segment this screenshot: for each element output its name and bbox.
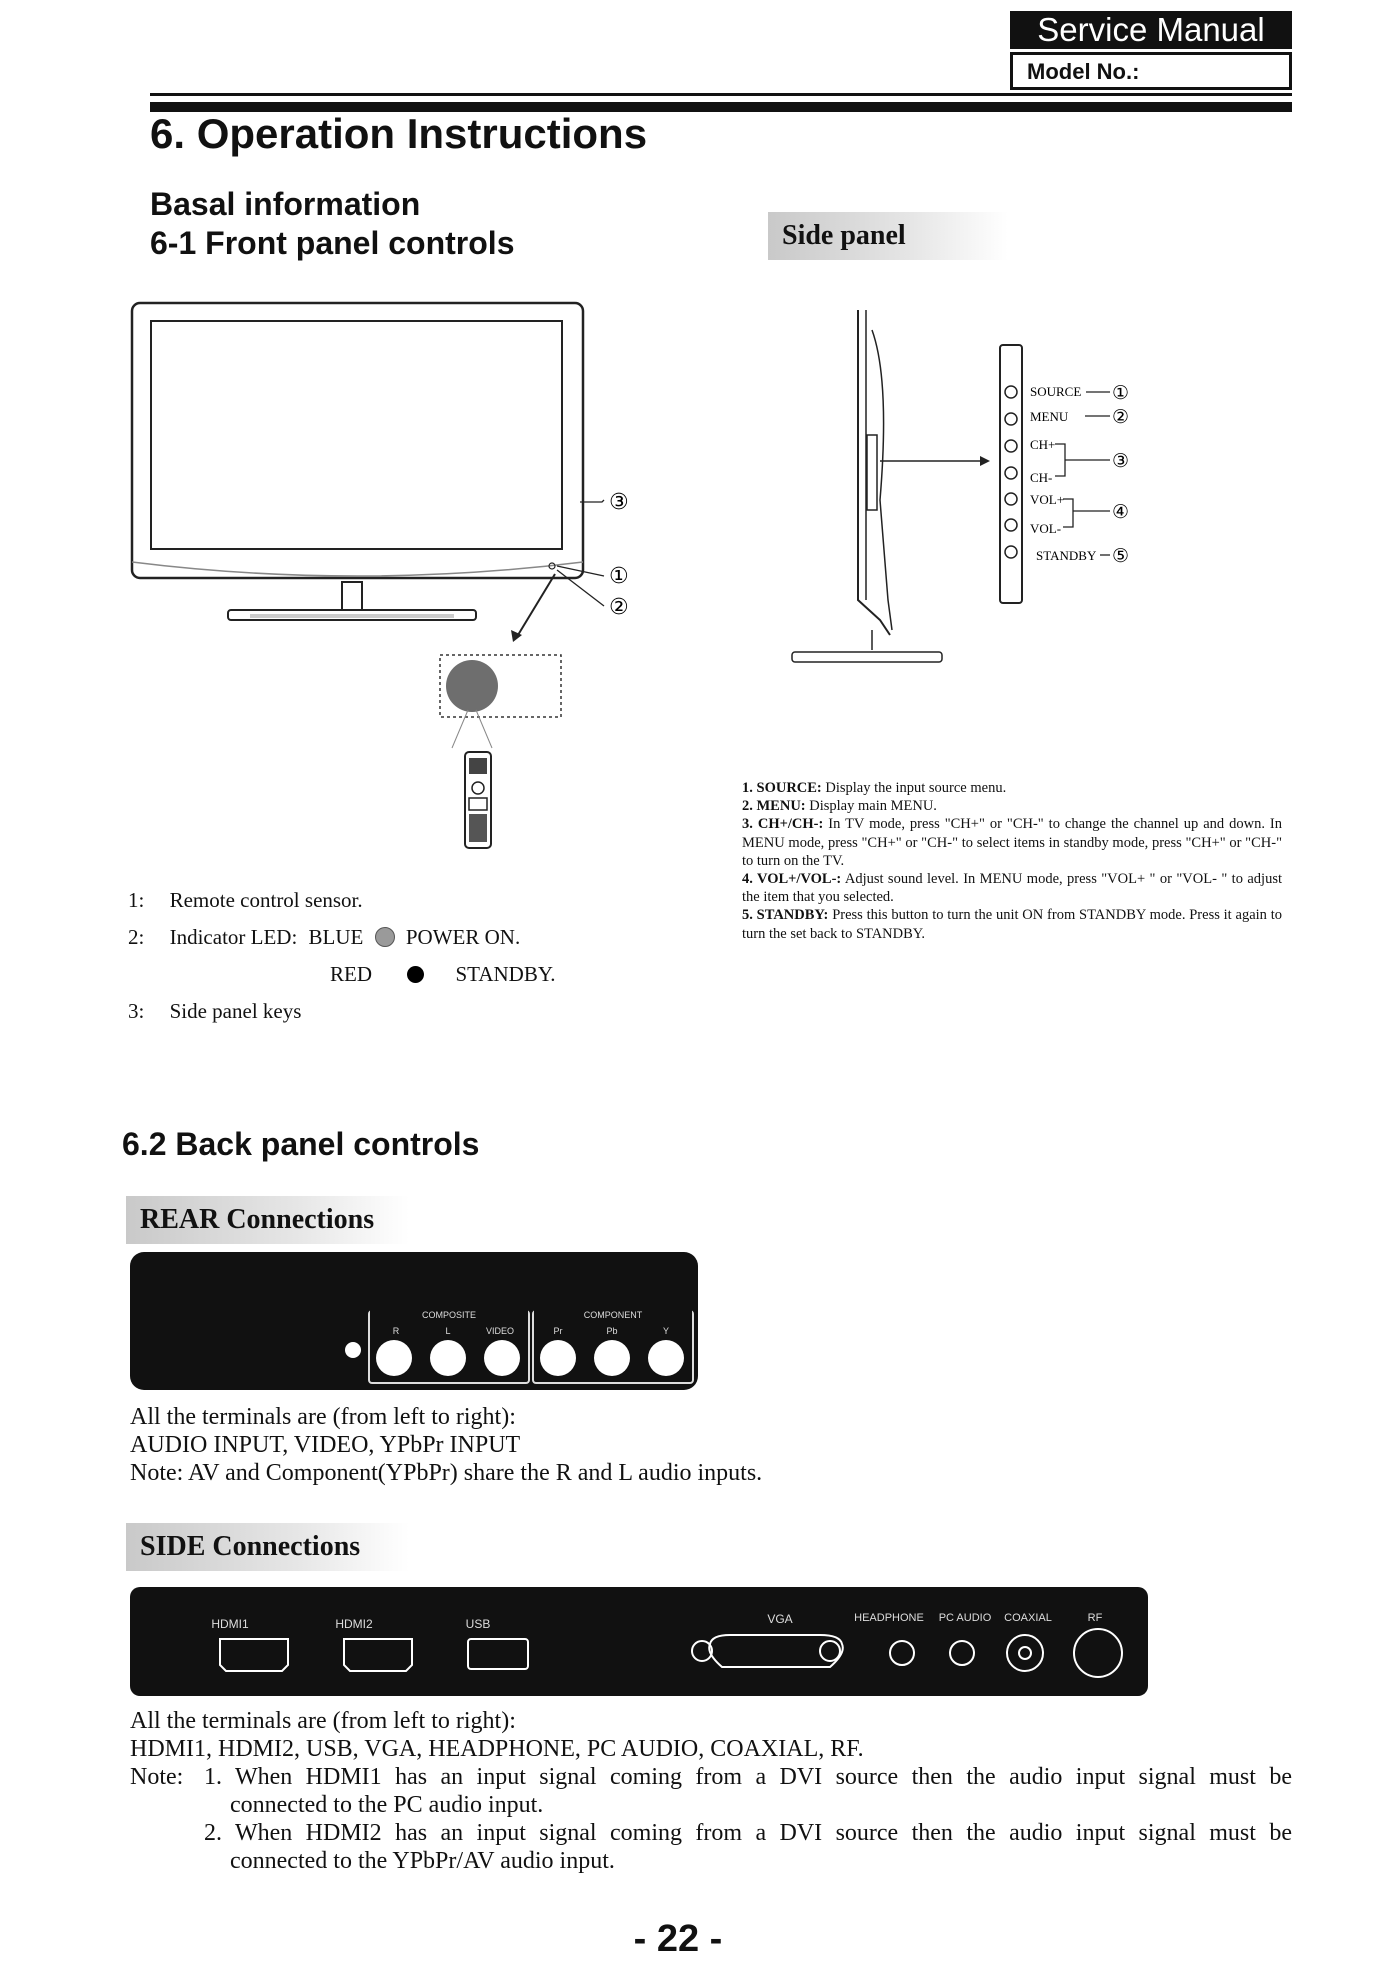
pc-audio-jack[interactable]: [950, 1641, 974, 1665]
port-label-r: R: [392, 1326, 400, 1336]
port-label-video: VIDEO: [485, 1326, 514, 1336]
note-label: Note:: [130, 1764, 184, 1790]
port-label-hdmi2: HDMI2: [335, 1617, 373, 1631]
side-callout-2: ②: [1112, 406, 1130, 428]
port-label-vga: VGA: [767, 1612, 793, 1626]
side-text-line: HDMI1, HDMI2, USB, VGA, HEADPHONE, PC AUDIO, COAXIAL, RF.: [130, 1736, 864, 1762]
rca-port-pr[interactable]: [540, 1340, 576, 1376]
note-text: Indicator LED:: [169, 925, 298, 949]
key-label-vol-plus: VOL+: [1030, 492, 1065, 507]
key-label-ch-plus: CH+: [1030, 437, 1056, 452]
led-red-indicator: [407, 966, 424, 983]
port-label-coaxial: COAXIAL: [1004, 1612, 1052, 1624]
note-number: 3:: [128, 999, 145, 1023]
rca-port-y[interactable]: [648, 1340, 684, 1376]
side-description: [130, 1707, 1292, 1875]
desc-channel: 3. CH+/CH-: In TV mode, press "CH+" or "CH-" to change the channel up and down. In MENU mode, press "CH+" or "CH-" to select items in standby mode, press "CH+" or "CH-" to turn on the TV.: [742, 816, 1282, 869]
rear-indicator-dot: [345, 1342, 361, 1358]
port-label-y: Y: [662, 1326, 669, 1336]
port-label-l: L: [445, 1326, 451, 1336]
key-label-standby: STANDBY: [1036, 548, 1097, 563]
led-blue-state: POWER ON.: [405, 925, 521, 949]
composite-label: COMPOSITE: [370, 1310, 528, 1320]
basal-info-title: Basal information: [150, 186, 421, 222]
rear-text-line: All the terminals are (from left to right):: [130, 1404, 516, 1430]
coaxial-port[interactable]: [1007, 1635, 1043, 1671]
note-number: 2:: [128, 925, 145, 949]
model-number-label: Model No.:: [1010, 52, 1292, 90]
desc-volume: 4. VOL+/VOL-: Adjust sound level. In MENU mode, press "VOL+ " or "VOL- " to adjust the item that you selected.: [742, 871, 1282, 906]
side-callout-1: ①: [1112, 382, 1130, 404]
header-rule-thin: [150, 93, 1292, 96]
side-ports-graphics: [130, 1587, 1148, 1696]
desc-source: 1. SOURCE: Display the input source menu.: [742, 780, 1007, 796]
usb-port[interactable]: [468, 1639, 528, 1669]
callout-3: ③: [609, 490, 629, 515]
desc-standby: 5. STANDBY: Press this button to turn the unit ON from STANDBY mode. Press it again to turn the set back to STANDBY.: [742, 907, 1282, 942]
component-label: COMPONENT: [534, 1310, 692, 1320]
back-panel-title: 6.2 Back panel controls: [122, 1126, 480, 1162]
led-red-label: RED: [330, 962, 372, 986]
side-panel-description: [742, 779, 1282, 943]
front-note-1: [128, 882, 363, 919]
vga-port[interactable]: [709, 1635, 843, 1667]
front-note-2: [128, 919, 520, 956]
note-item-1-cont: connected to the PC audio input.: [230, 1792, 544, 1818]
note-item-2: 2. When HDMI2 has an input signal coming from a DVI source then the audio input signal must be: [204, 1820, 1292, 1846]
led-blue-indicator: [375, 927, 395, 947]
led-red-state: STANDBY.: [455, 962, 556, 986]
rca-port-pb[interactable]: [594, 1340, 630, 1376]
front-note-3: [128, 993, 301, 1030]
callout-2: ②: [609, 595, 629, 620]
front-tv-illustration: [120, 290, 680, 860]
hdmi1-port[interactable]: [220, 1639, 288, 1671]
headphone-jack[interactable]: [890, 1641, 914, 1665]
key-label-source: SOURCE: [1030, 384, 1082, 399]
port-label-rf: RF: [1087, 1612, 1103, 1624]
side-note: [130, 1763, 1292, 1791]
note-item-1: 1. When HDMI1 has an input signal coming from a DVI source then the audio input signal must be: [204, 1764, 1292, 1790]
composite-group: [368, 1310, 530, 1384]
port-label-hdmi1: HDMI1: [211, 1617, 249, 1631]
desc-menu: 2. MENU: Display main MENU.: [742, 798, 937, 815]
note-text: Side panel keys: [169, 999, 302, 1023]
port-label-pc-audio: PC AUDIO: [938, 1612, 992, 1624]
hdmi2-port[interactable]: [344, 1639, 412, 1671]
rear-text-line: AUDIO INPUT, VIDEO, YPbPr INPUT: [130, 1432, 521, 1458]
key-label-menu: MENU: [1030, 409, 1069, 424]
side-connections-tab: SIDE Connections: [126, 1523, 409, 1571]
note-item-2-cont: connected to the YPbPr/AV audio input.: [230, 1848, 615, 1874]
side-callout-3: ③: [1112, 450, 1130, 472]
page-number: - 22 -: [633, 1918, 723, 1960]
section-title: 6. Operation Instructions: [150, 110, 648, 157]
note-text: Remote control sensor.: [169, 888, 363, 912]
component-group: [532, 1310, 694, 1384]
rca-port-r[interactable]: [376, 1340, 412, 1376]
front-panel-title: 6-1 Front panel controls: [150, 225, 515, 261]
rca-port-l[interactable]: [430, 1340, 466, 1376]
rf-port[interactable]: [1074, 1629, 1122, 1677]
port-label-pb: Pb: [606, 1326, 618, 1336]
side-panel-tab: Side panel: [768, 212, 1008, 260]
coaxial-center: [1019, 1647, 1031, 1659]
callout-1: ①: [609, 564, 629, 589]
side-callout-4: ④: [1112, 501, 1130, 523]
rca-port-video[interactable]: [484, 1340, 520, 1376]
vga-screw-right: [820, 1641, 840, 1661]
rear-connections-tab: REAR Connections: [126, 1196, 409, 1244]
key-label-ch-minus: CH-: [1030, 470, 1053, 485]
rear-panel: [130, 1252, 698, 1390]
port-label-headphone: HEADPHONE: [854, 1612, 924, 1624]
side-text-line: All the terminals are (from left to right):: [130, 1708, 516, 1734]
service-manual-title: Service Manual: [1010, 11, 1292, 49]
side-panel-illustration: [780, 300, 1200, 680]
side-connections-panel: [130, 1587, 1148, 1696]
rear-text-note: Note: AV and Component(YPbPr) share the R and L audio inputs.: [130, 1460, 763, 1486]
front-note-2-red: [330, 956, 556, 993]
note-number: 1:: [128, 888, 145, 912]
led-blue-label: BLUE: [308, 925, 364, 949]
rear-description: [130, 1403, 762, 1487]
side-callout-5: ⑤: [1112, 545, 1130, 567]
port-label-pr: Pr: [553, 1326, 563, 1336]
key-label-vol-minus: VOL-: [1030, 521, 1062, 536]
port-label-usb: USB: [465, 1617, 491, 1631]
